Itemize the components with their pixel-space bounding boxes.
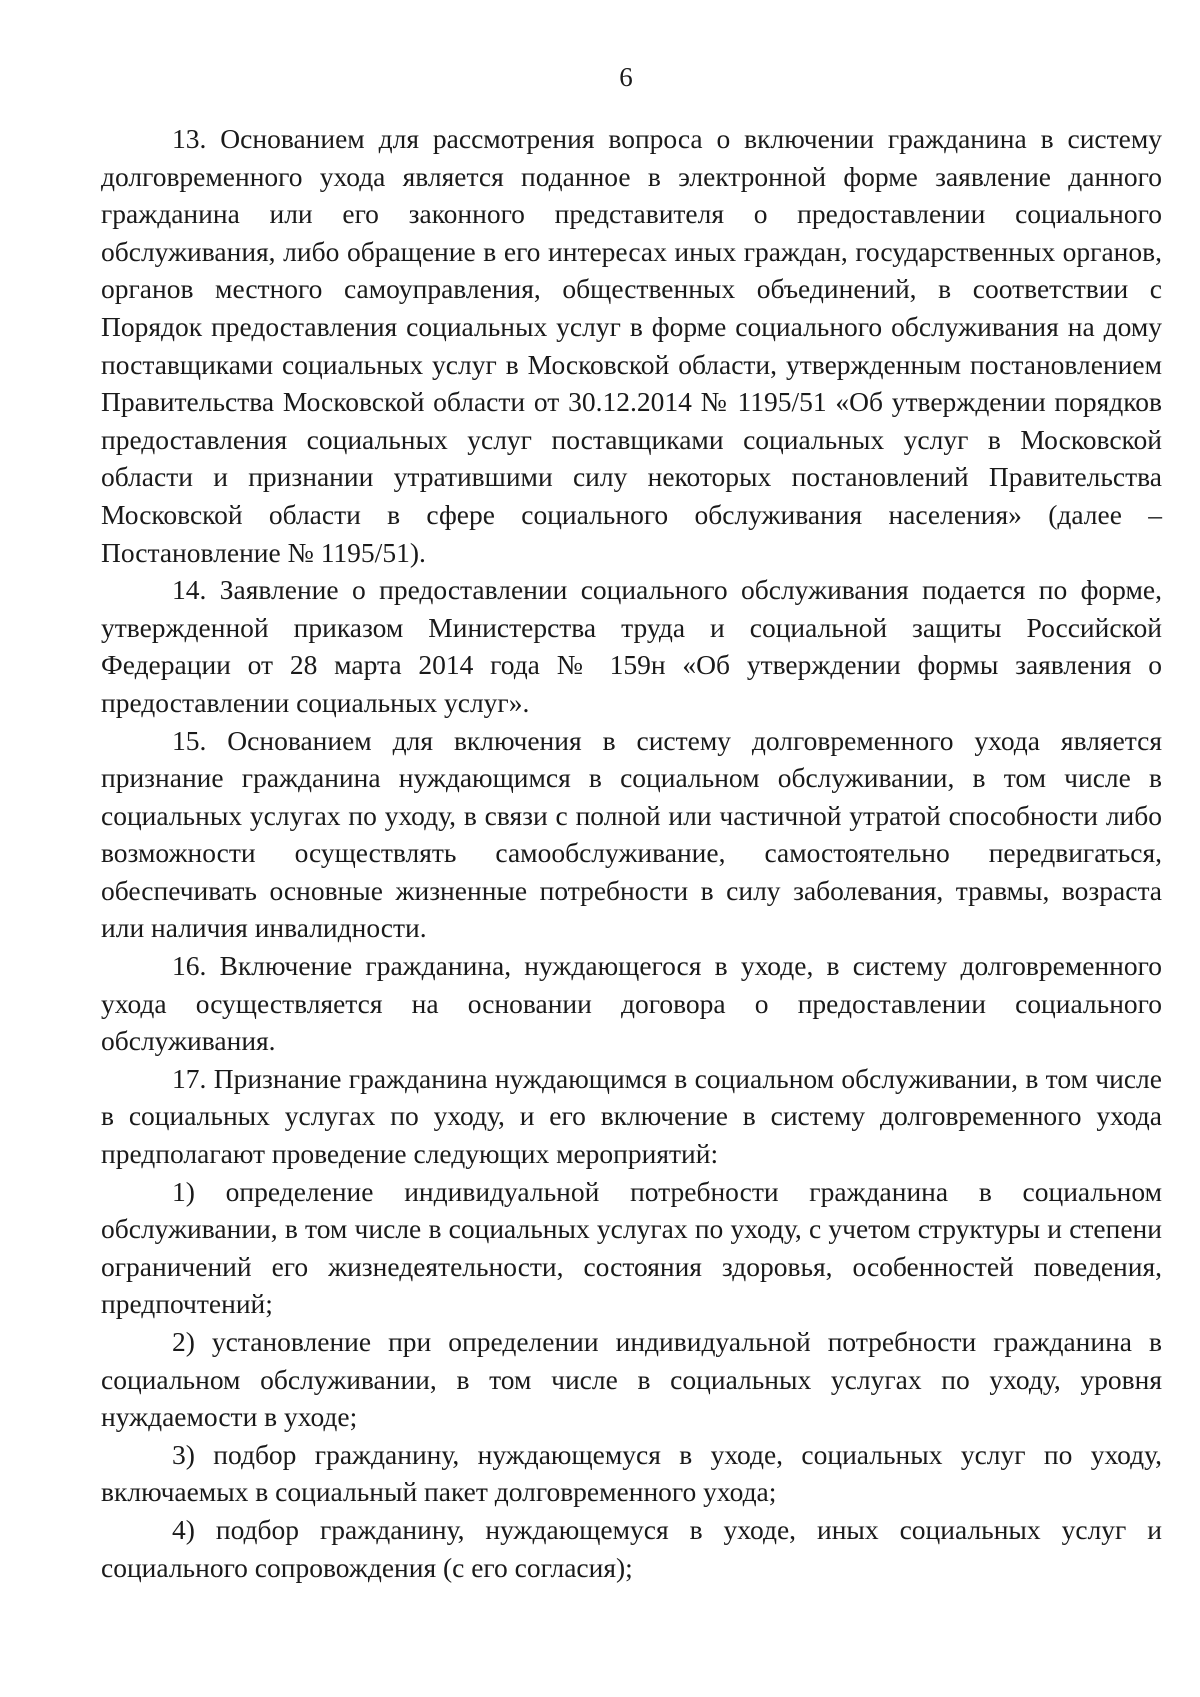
- paragraph-17: 17. Признание гражданина нуждающимся в социальном обслуживании, в том числе в социальных услугах по уходу, и его включение в систему долговременного ухода предполагают проведение следующих мероприятий:: [101, 1062, 1162, 1170]
- paragraph-14: 14. Заявление о предоставлении социального обслуживания подается по форме, утвержденной приказом Министерства труда и социальной защиты Российской Федерации от 28 марта 2014 года № 159н «Об утверждении формы заявления о предоставлении социальных услуг».: [101, 574, 1162, 718]
- list-item-4: 4) подбор гражданину, нуждающемуся в уходе, иных социальных услуг и социального сопровождения (с его согласия);: [101, 1513, 1162, 1583]
- document-body: [101, 120, 1162, 1586]
- paragraph-13: 13. Основанием для рассмотрения вопроса о включении гражданина в систему долговременного ухода является поданное в электронной форме заявление данного гражданина или его законного представителя о предоставлении социального обслуживания, либо обращение в его интересах иных граждан, государственных органов, органов местного самоуправления, общественных объединений, в соответствии с Порядок предоставления социальных услуг в форме социального обслуживания на дому поставщиками социальных услуг в Московской области, утвержденным постановлением Правительства Московской области от 30.12.2014 № 1195/51 «Об утверждении порядков предоставления социальных услуг поставщиками социальных услуг в Московской области и признании утратившими силу некоторых постановлений Правительства Московской области в сфере социального обслуживания населения» (далее – Постановление № 1195/51).: [101, 123, 1162, 568]
- list-item-1: 1) определение индивидуальной потребности гражданина в социальном обслуживании, в том числе в социальных услугах по уходу, с учетом структуры и степени ограничений его жизнедеятельности, состояния здоровья, особенностей поведения, предпочтений;: [101, 1175, 1162, 1320]
- page-number: 6: [619, 62, 633, 92]
- paragraph-16: 16. Включение гражданина, нуждающегося в уходе, в систему долговременного ухода осуществляется на основании договора о предоставлении социального обслуживания.: [101, 950, 1162, 1057]
- list-item-2: 2) установление при определении индивидуальной потребности гражданина в социальном обслуживании, в том числе в социальных услугах по уходу, уровня нуждаемости в уходе;: [101, 1326, 1162, 1433]
- list-item-3: 3) подбор гражданину, нуждающемуся в уходе, социальных услуг по уходу, включаемых в социальный пакет долговременного ухода;: [101, 1438, 1162, 1508]
- paragraph-15: 15. Основанием для включения в систему долговременного ухода является признание гражданина нуждающимся в социальном обслуживании, в том числе в социальных услугах по уходу, в связи с полной или частичной утратой способности либо возможности осуществлять самообслуживание, самостоятельно передвигаться, обеспечивать основные жизненные потребности в силу заболевания, травмы, возраста или наличия инвалидности.: [101, 724, 1162, 944]
